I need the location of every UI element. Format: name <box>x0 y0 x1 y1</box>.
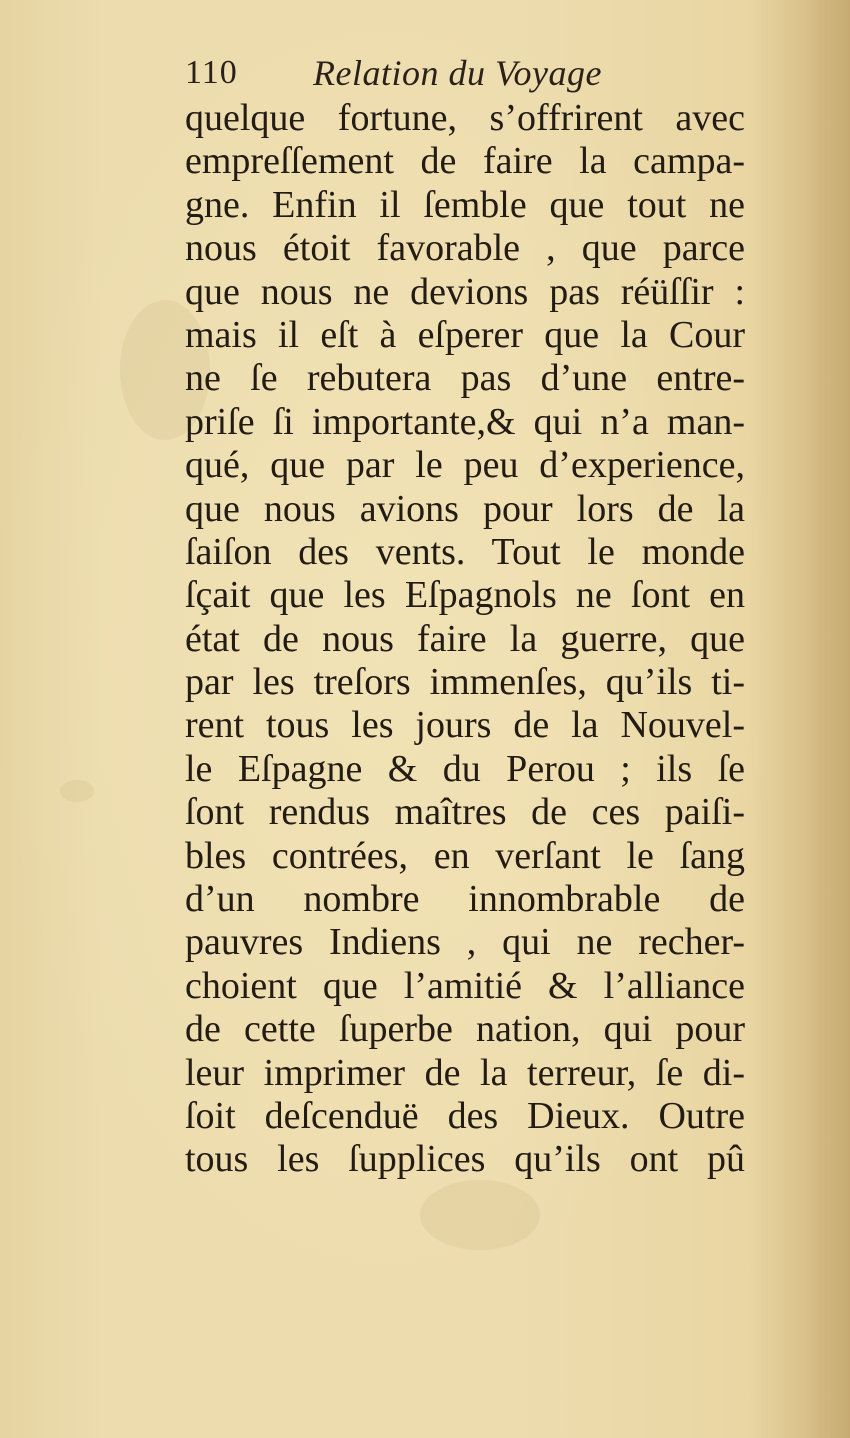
page-number: 110 <box>185 54 238 91</box>
text-line: qué, que par le peu d’experience, <box>185 444 745 487</box>
text-line: quelque fortune, s’offrirent avec <box>185 97 745 139</box>
text-line: empreſſement de faire la campa- <box>185 140 745 183</box>
text-line: nous étoit favorable , que parce <box>185 227 745 270</box>
text-line: mais il eſt à eſperer que la Cour <box>185 313 745 356</box>
running-title: Relation du Voyage <box>313 53 602 93</box>
text-line: ne ſe rebutera pas d’une entre- <box>185 357 745 400</box>
text-line: ſaiſon des vents. Tout le monde <box>185 530 745 573</box>
text-line: d’un nombre innombrable de <box>185 878 745 921</box>
body-text <box>185 97 745 1182</box>
text-line: leur imprimer de la terreur, ſe di- <box>185 1051 745 1094</box>
text-line: état de nous faire la guerre, que <box>185 617 745 660</box>
text-line: le Eſpagne & du Perou ; ils ſe <box>185 747 745 790</box>
text-line: de cette ſuperbe nation, qui pour <box>185 1008 745 1051</box>
paper-stain <box>60 780 94 802</box>
text-line: gne. Enfin il ſemble que tout ne <box>185 183 745 226</box>
page-header <box>185 52 745 100</box>
text-line: par les treſors immenſes, qu’ils ti- <box>185 661 745 704</box>
text-line: choient que l’amitié & l’alliance <box>185 964 745 1007</box>
text-line: rent tous les jours de la Nouvel- <box>185 704 745 747</box>
page-edge-shading <box>806 0 850 1438</box>
text-line: ſoit deſcenduë des Dieux. Outre <box>185 1094 745 1137</box>
text-line: que nous ne devions pas réüſſir : <box>185 270 745 313</box>
text-line: pauvres Indiens , qui ne recher- <box>185 921 745 964</box>
text-line: bles contrées, en verſant le ſang <box>185 834 745 877</box>
text-line: ſçait que les Eſpagnols ne ſont en <box>185 574 745 617</box>
text-line: tous les ſupplices qu’ils ont pû <box>185 1138 745 1181</box>
text-line: ſont rendus maîtres de ces paiſi- <box>185 791 745 834</box>
paper-stain <box>420 1180 540 1250</box>
text-line: priſe ſi importante,& qui n’a man- <box>185 400 745 443</box>
text-line: que nous avions pour lors de la <box>185 487 745 530</box>
